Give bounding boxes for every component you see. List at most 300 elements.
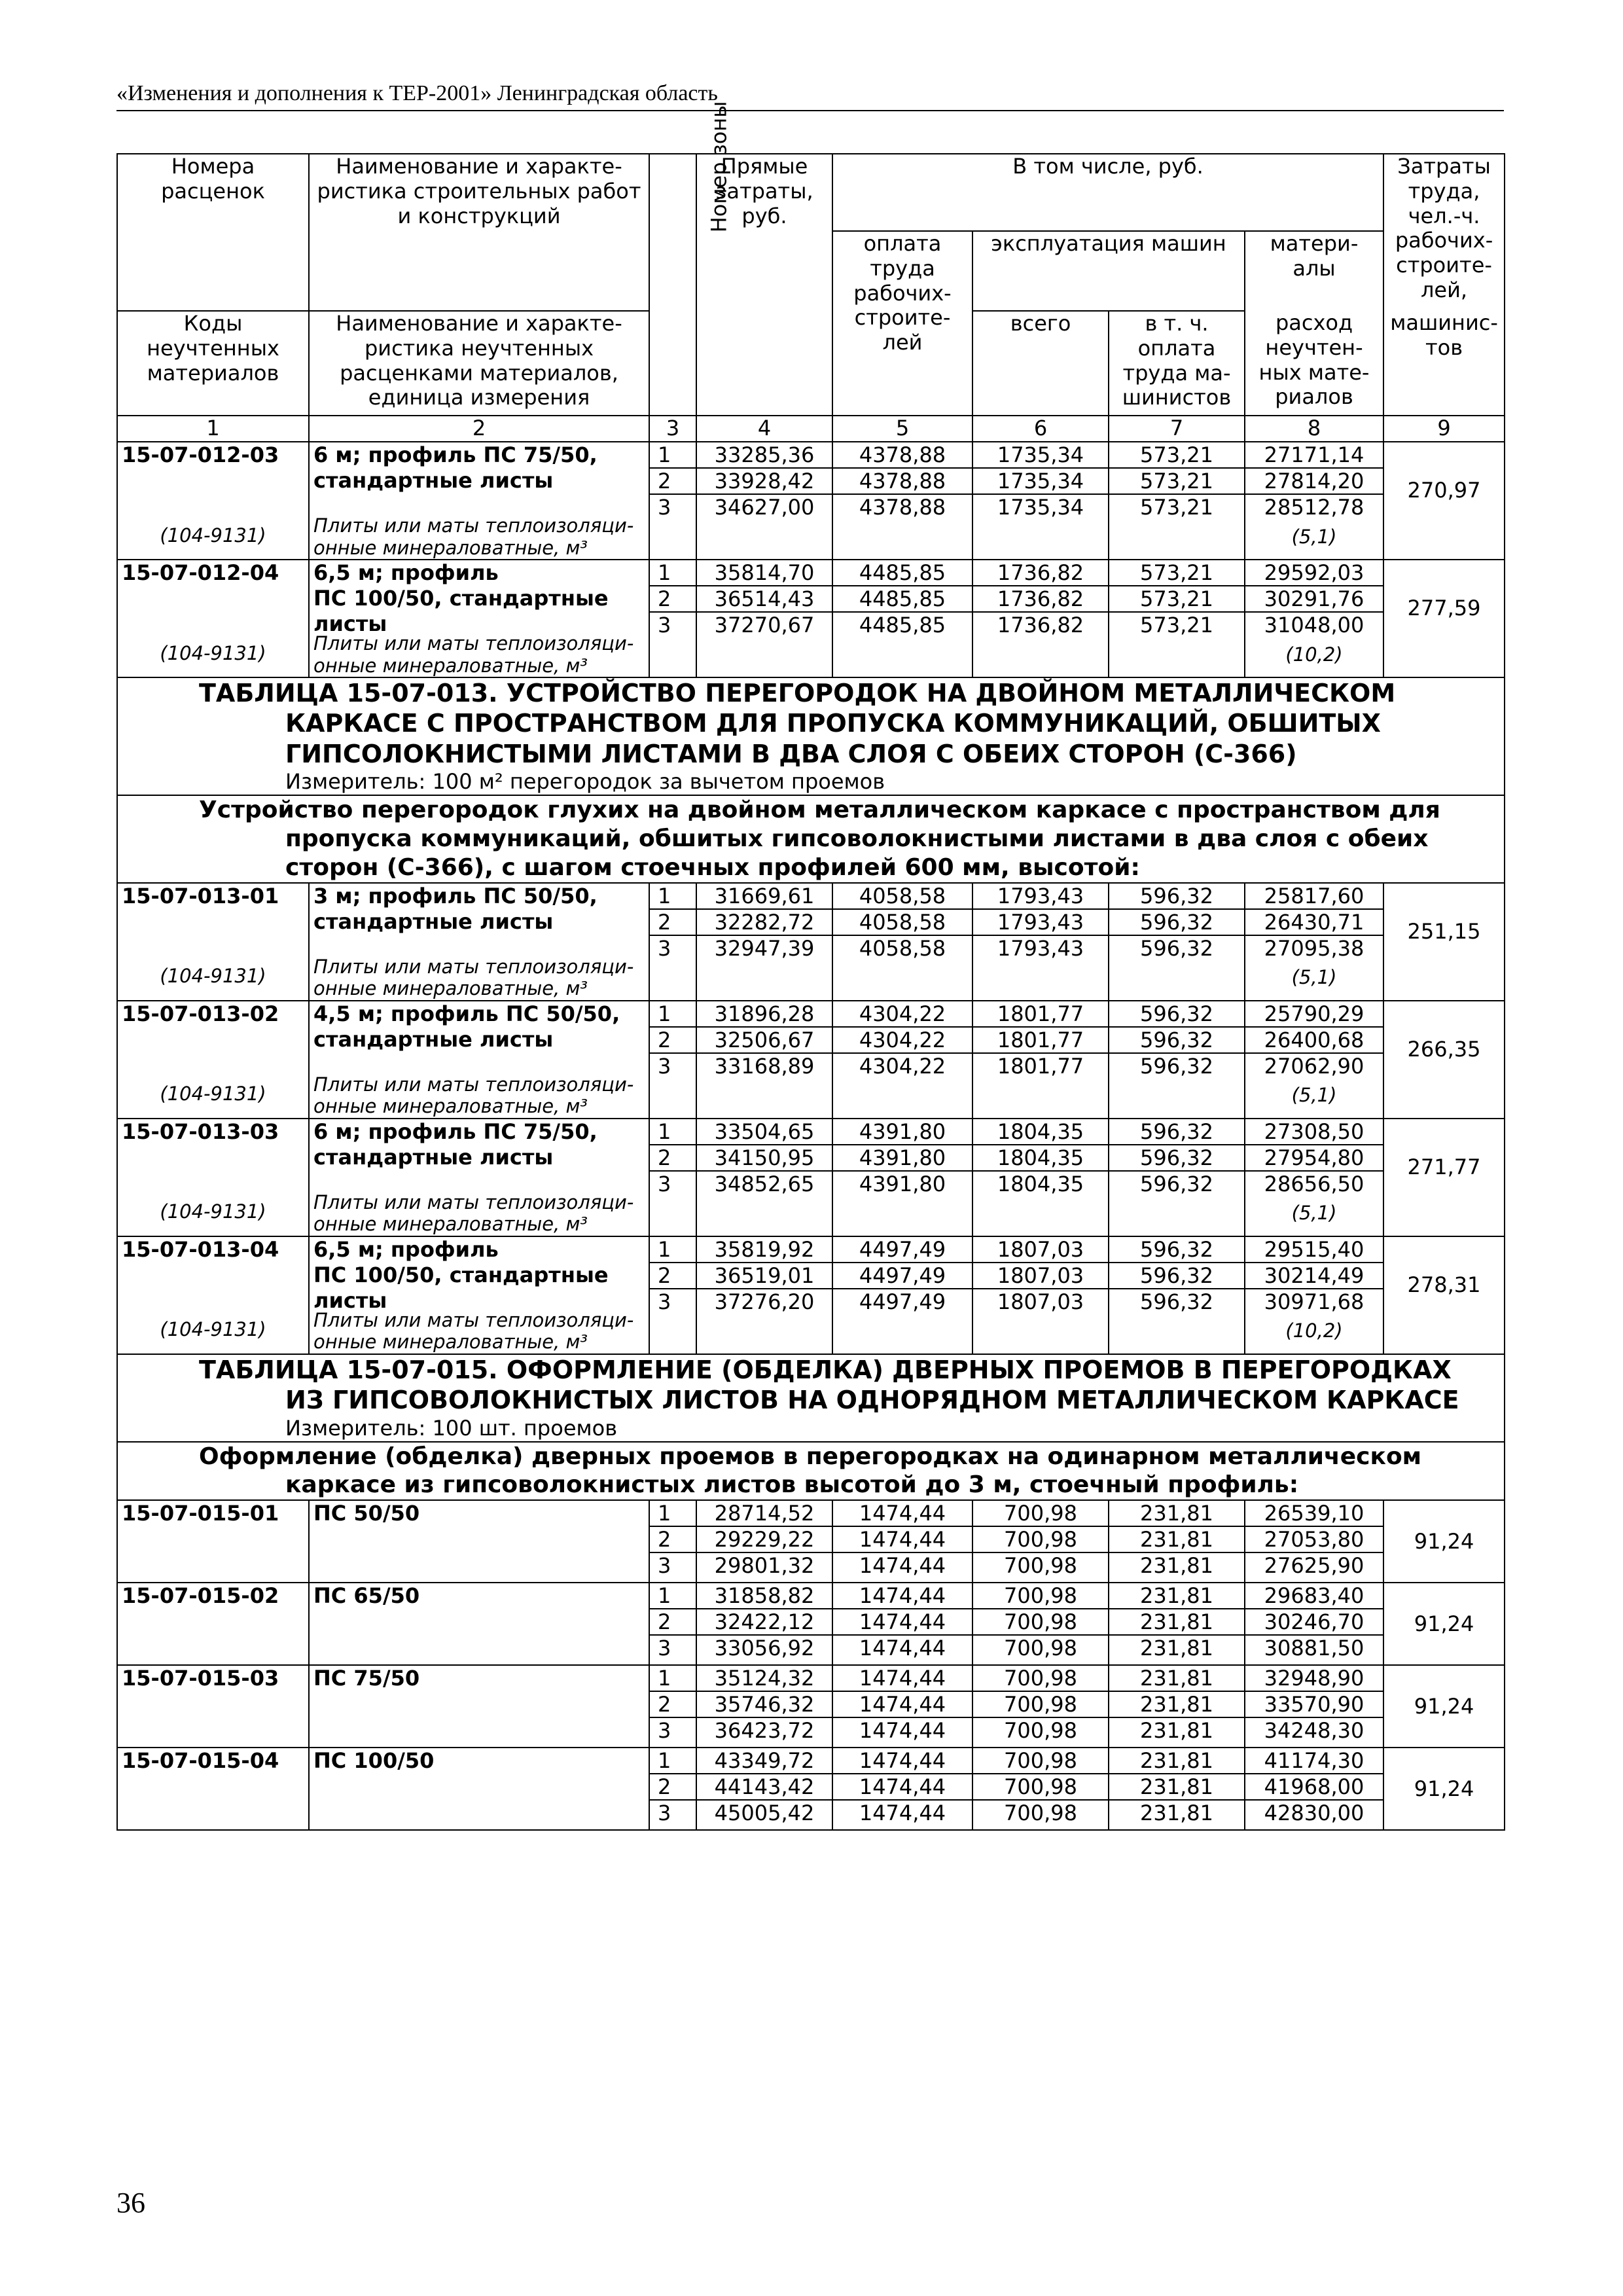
worker-pay: 4391,80	[833, 1145, 972, 1172]
zone-number: 2	[650, 1609, 696, 1636]
zone-number: 2	[650, 910, 696, 936]
materials-cost: 30246,70	[1245, 1609, 1383, 1636]
rate-code-wrap	[122, 1237, 304, 1354]
column-number: 1	[117, 416, 309, 442]
rate-code-cell	[117, 1748, 309, 1830]
material-name-line: онные минераловатные, м³	[313, 536, 588, 559]
machinist-pay: 596,32	[1109, 1001, 1244, 1028]
materials-cost: 30971,68	[1264, 1289, 1364, 1314]
direct-cost-wrap	[697, 1501, 832, 1582]
machines-total-wrap	[973, 1001, 1108, 1118]
labor-hours-cell	[1383, 1583, 1505, 1665]
direct-cost-wrap	[697, 1666, 832, 1747]
worker-pay: 4058,58	[833, 884, 972, 910]
rate-name-line: ПС 50/50	[313, 1501, 420, 1526]
direct-cost: 33168,89	[714, 1053, 815, 1079]
materials-cost: 27954,80	[1245, 1145, 1383, 1172]
worker-pay-wrap	[833, 442, 972, 559]
rate-code: 15-07-012-04	[122, 560, 279, 585]
group-title-row	[117, 795, 1505, 883]
direct-cost-wrap	[697, 442, 832, 559]
zone-number: 2	[650, 1263, 696, 1289]
column-number: 6	[972, 416, 1109, 442]
machines-total: 1736,82	[973, 586, 1108, 613]
rate-name-line: стандартные листы	[313, 908, 554, 934]
zone-number: 1	[650, 1748, 696, 1774]
rate-name-cell	[309, 1001, 649, 1119]
direct-cost-cell	[696, 1001, 832, 1119]
group-title-line: Оформление (обделка) дверных проемов в перегородках на одинарном металлическом	[199, 1443, 1422, 1470]
machinist-pay: 231,81	[1109, 1692, 1244, 1718]
machines-total-wrap	[973, 1119, 1108, 1236]
rate-name-wrap	[313, 1583, 645, 1664]
direct-cost-wrap	[697, 1001, 832, 1118]
rate-name-wrap	[313, 1666, 645, 1747]
header-materials: матери-алы	[1245, 231, 1383, 311]
machines-total: 1736,82	[973, 560, 1108, 586]
machinist-pay-wrap	[1109, 442, 1244, 559]
zone-number: 1	[650, 1119, 696, 1145]
labor-hours-cell	[1383, 560, 1505, 677]
worker-pay: 1474,44	[859, 1718, 946, 1744]
direct-cost-cell	[696, 1665, 832, 1748]
machines-total-cell	[972, 1665, 1109, 1748]
direct-cost: 34852,65	[714, 1171, 815, 1196]
material-name	[313, 515, 645, 559]
machinist-pay-wrap	[1109, 1666, 1244, 1747]
machines-total: 1793,43	[973, 910, 1108, 936]
rate-row	[117, 883, 1505, 1001]
zone-number-cell	[649, 1583, 696, 1665]
machines-total-wrap	[973, 1237, 1108, 1354]
machinist-pay: 231,81	[1109, 1527, 1244, 1553]
materials-cost: 32948,90	[1245, 1666, 1383, 1692]
group-title-text	[122, 1443, 1500, 1500]
materials-cost: 28512,78	[1264, 495, 1364, 520]
rate-code: 15-07-015-04	[122, 1748, 279, 1774]
machinist-pay-cell	[1109, 1119, 1245, 1236]
machines-total: 700,98	[973, 1609, 1108, 1636]
direct-cost-cell	[696, 883, 832, 1001]
rate-name-cell	[309, 442, 649, 560]
rate-name-wrap	[313, 1237, 645, 1354]
machines-total-cell	[972, 883, 1109, 1001]
header-rate-numbers: Номера расценок	[117, 154, 309, 311]
rate-name-cell	[309, 883, 649, 1001]
machinist-pay-cell	[1109, 1665, 1245, 1748]
rate-name-cell	[309, 560, 649, 677]
labor-hours: 91,24	[1414, 1776, 1474, 1801]
labor-hours-cell	[1383, 1119, 1505, 1236]
zone-number-cell	[649, 1748, 696, 1830]
worker-pay: 1474,44	[833, 1583, 972, 1609]
rate-row	[117, 1583, 1505, 1665]
worker-pay-cell	[832, 1236, 972, 1354]
machines-total-cell	[972, 1583, 1109, 1665]
rate-name-wrap	[313, 1001, 645, 1118]
labor-hours: 91,24	[1414, 1528, 1474, 1554]
table-title-line: ГИПСОЛОКНИСТЫМИ ЛИСТАМИ В ДВА СЛОЯ С ОБЕИХ СТОРОН (С-366)	[285, 739, 1297, 768]
machines-total: 1807,03	[973, 1237, 1108, 1263]
worker-pay: 4497,49	[859, 1289, 946, 1314]
rate-row	[117, 1500, 1505, 1583]
zone-number-wrap	[650, 442, 696, 559]
rate-name-cell	[309, 1665, 649, 1748]
direct-cost-wrap	[697, 1237, 832, 1354]
material-name-line: онные минераловатные, м³	[313, 977, 588, 1000]
machinist-pay: 596,32	[1109, 1145, 1244, 1172]
machinist-pay-wrap	[1109, 560, 1244, 677]
direct-cost: 35124,32	[697, 1666, 832, 1692]
labor-hours: 91,24	[1414, 1611, 1474, 1636]
materials-cost: 42830,00	[1264, 1801, 1364, 1826]
materials-cost: 31048,00	[1264, 613, 1364, 637]
rate-code-cell	[117, 1236, 309, 1354]
direct-cost-cell	[696, 1583, 832, 1665]
rate-code-wrap	[122, 1001, 304, 1118]
material-name-line: онные минераловатные, м³	[313, 1095, 588, 1118]
machinist-pay-cell	[1109, 1500, 1245, 1583]
materials-cost: 26539,10	[1245, 1501, 1383, 1527]
rate-code-wrap	[122, 560, 304, 677]
zone-number: 1	[650, 1237, 696, 1263]
column-numbers-row	[117, 416, 1505, 442]
material-code: (104-9131)	[160, 524, 266, 547]
column-number: 2	[309, 416, 649, 442]
group-title-line: Устройство перегородок глухих на двойном металлическом каркасе с пространством для	[199, 797, 1440, 824]
machines-total: 700,98	[1004, 1636, 1077, 1661]
machinist-pay-wrap	[1109, 1748, 1244, 1829]
materials-cost: 27062,90	[1264, 1053, 1364, 1079]
labor-hours-cell	[1383, 1236, 1505, 1354]
materials-cost-cell	[1245, 1665, 1383, 1748]
material-code: (104-9131)	[160, 1200, 266, 1223]
worker-pay: 1474,44	[833, 1666, 972, 1692]
table-measure: Измеритель: 100 м² перегородок за вычетом проемов	[285, 769, 885, 795]
rate-code-cell	[117, 1119, 309, 1236]
machinist-pay: 596,32	[1140, 1171, 1213, 1196]
machinist-pay: 231,81	[1109, 1748, 1244, 1774]
materials-cost: 41968,00	[1245, 1774, 1383, 1801]
machines-total: 700,98	[973, 1666, 1108, 1692]
header-machines-total: всего	[972, 311, 1109, 416]
rate-name-line: стандартные листы	[313, 1144, 554, 1170]
header-labor-hours: Затраты труда, чел.-ч. рабочих-строите-лей,	[1383, 154, 1505, 311]
materials-cost-cell	[1245, 1236, 1383, 1354]
direct-cost: 28714,52	[697, 1501, 832, 1527]
machinist-pay: 573,21	[1140, 495, 1213, 520]
machinist-pay: 231,81	[1109, 1583, 1244, 1609]
rate-code: 15-07-015-01	[122, 1501, 279, 1526]
materials-cost: 28656,50	[1264, 1171, 1364, 1196]
labor-hours: 251,15	[1407, 919, 1481, 944]
group-title-line: пропуска коммуникаций, обшитых гипсоволокнистыми листами в два слоя с обеих	[285, 825, 1429, 853]
direct-cost: 37270,67	[714, 613, 815, 637]
machines-total: 700,98	[1004, 1718, 1077, 1744]
machinist-pay: 231,81	[1140, 1801, 1213, 1826]
direct-cost-wrap	[697, 1119, 832, 1236]
materials-cost-cell	[1245, 1001, 1383, 1119]
worker-pay-cell	[832, 442, 972, 560]
direct-cost: 34150,95	[697, 1145, 832, 1172]
worker-pay-wrap	[833, 1237, 972, 1354]
direct-cost: 34627,00	[714, 495, 815, 520]
machines-total-wrap	[973, 560, 1108, 677]
worker-pay-cell	[832, 883, 972, 1001]
worker-pay: 1474,44	[859, 1636, 946, 1661]
direct-cost: 37276,20	[714, 1289, 815, 1314]
zone-number-cell	[649, 1119, 696, 1236]
machines-total-wrap	[973, 1666, 1108, 1747]
rate-code: 15-07-012-03	[122, 442, 279, 467]
direct-cost: 35746,32	[697, 1692, 832, 1718]
direct-cost-cell	[696, 1119, 832, 1236]
direct-cost: 32422,12	[697, 1609, 832, 1636]
machinist-pay: 596,32	[1140, 1289, 1213, 1314]
zone-number-wrap	[650, 1666, 696, 1747]
zone-number: 2	[650, 1145, 696, 1172]
rate-code-cell	[117, 442, 309, 560]
materials-cost: 27625,90	[1264, 1553, 1364, 1579]
material-name-line: Плиты или маты теплоизоляци-	[313, 956, 634, 978]
material-quantity: (5,1)	[1291, 525, 1337, 548]
group-title-row	[117, 1442, 1505, 1501]
machines-total: 1801,77	[973, 1001, 1108, 1028]
direct-cost: 36514,43	[697, 586, 832, 613]
worker-pay: 4304,22	[859, 1053, 946, 1079]
zone-number: 2	[650, 469, 696, 495]
direct-cost-wrap	[697, 1748, 832, 1829]
zone-number: 2	[650, 1692, 696, 1718]
direct-cost-cell	[696, 1748, 832, 1830]
materials-cost-cell	[1245, 442, 1383, 560]
worker-pay: 4485,85	[833, 560, 972, 586]
header-machinist-pay: в т. ч. оплата труда ма-шинистов	[1109, 311, 1245, 416]
materials-cost-wrap	[1245, 442, 1383, 559]
direct-cost-wrap	[697, 560, 832, 677]
rate-code-cell	[117, 1583, 309, 1665]
machinist-pay-cell	[1109, 1583, 1245, 1665]
material-quantity: (10,2)	[1285, 643, 1343, 666]
materials-cost-cell	[1245, 560, 1383, 677]
material-name	[313, 1192, 645, 1236]
rate-code: 15-07-013-01	[122, 883, 279, 908]
zone-number-wrap	[650, 1237, 696, 1354]
machines-total: 1735,34	[973, 442, 1108, 469]
zone-number: 1	[650, 560, 696, 586]
machinist-pay: 231,81	[1140, 1718, 1213, 1744]
material-name-line: онные минераловатные, м³	[313, 1213, 588, 1236]
machines-total: 1735,34	[973, 469, 1108, 495]
worker-pay: 4378,88	[833, 442, 972, 469]
worker-pay-cell	[832, 1119, 972, 1236]
direct-cost: 31858,82	[697, 1583, 832, 1609]
zone-number-cell	[649, 1500, 696, 1583]
worker-pay: 1474,44	[833, 1774, 972, 1801]
rate-code-wrap	[122, 1119, 304, 1236]
worker-pay: 4378,88	[859, 495, 946, 520]
rate-name-wrap	[313, 884, 645, 1000]
table-measure: Измеритель: 100 шт. проемов	[285, 1415, 618, 1441]
table-title-text	[122, 678, 1500, 795]
zone-number-wrap	[650, 1583, 696, 1664]
machinist-pay: 231,81	[1109, 1501, 1244, 1527]
rate-code: 15-07-013-03	[122, 1119, 279, 1144]
rate-name-line: стандартные листы	[313, 468, 554, 493]
materials-cost-wrap	[1245, 884, 1383, 1000]
column-number: 3	[649, 416, 696, 442]
machinist-pay: 573,21	[1109, 442, 1244, 469]
zone-number: 3	[658, 1801, 671, 1826]
machines-total: 700,98	[973, 1692, 1108, 1718]
direct-cost: 32506,67	[697, 1028, 832, 1054]
worker-pay-cell	[832, 1583, 972, 1665]
materials-cost-wrap	[1245, 1583, 1383, 1664]
worker-pay: 1474,44	[833, 1609, 972, 1636]
material-code: (104-9131)	[160, 965, 266, 988]
rate-name-wrap	[313, 560, 645, 677]
rate-name-line: 6 м; профиль ПС 75/50,	[313, 1119, 597, 1144]
worker-pay-cell	[832, 1748, 972, 1830]
column-number: 8	[1245, 416, 1383, 442]
zone-number-wrap	[650, 1501, 696, 1582]
machinist-pay: 596,32	[1140, 1053, 1213, 1079]
machines-total: 700,98	[973, 1583, 1108, 1609]
machines-total: 1804,35	[973, 1145, 1108, 1172]
table-title-line: КАРКАСЕ С ПРОСТРАНСТВОМ ДЛЯ ПРОПУСКА КОММУНИКАЦИЙ, ОБШИТЫХ	[285, 709, 1381, 738]
machinist-pay-cell	[1109, 1001, 1245, 1119]
direct-cost: 36423,72	[714, 1718, 815, 1744]
zone-number: 1	[650, 1001, 696, 1028]
materials-cost: 27053,80	[1245, 1527, 1383, 1553]
materials-cost-wrap	[1245, 1119, 1383, 1236]
material-name-line: онные минераловатные, м³	[313, 1331, 588, 1354]
rate-code-wrap	[122, 1666, 304, 1747]
zone-number: 3	[658, 613, 671, 637]
zone-number-wrap	[650, 884, 696, 1000]
machines-total: 700,98	[973, 1748, 1108, 1774]
worker-pay: 4485,85	[833, 586, 972, 613]
zone-number-cell	[649, 442, 696, 560]
machinist-pay-wrap	[1109, 1001, 1244, 1118]
zone-number: 3	[658, 1636, 671, 1661]
machinist-pay: 573,21	[1109, 560, 1244, 586]
machinist-pay: 231,81	[1109, 1666, 1244, 1692]
material-name	[313, 956, 645, 1000]
material-quantity: (5,1)	[1291, 1084, 1337, 1107]
worker-pay: 4378,88	[833, 469, 972, 495]
materials-cost: 29683,40	[1245, 1583, 1383, 1609]
group-title-line: каркасе из гипсоволокнистых листов высотой до 3 м, стоечный профиль:	[285, 1471, 1299, 1499]
direct-cost: 36519,01	[697, 1263, 832, 1289]
materials-cost: 26430,71	[1245, 910, 1383, 936]
worker-pay-cell	[832, 1001, 972, 1119]
material-name	[313, 1074, 645, 1118]
labor-hours: 278,31	[1407, 1272, 1481, 1298]
zone-number-cell	[649, 883, 696, 1001]
direct-cost: 43349,72	[697, 1748, 832, 1774]
rate-code-cell	[117, 1665, 309, 1748]
zone-number: 3	[658, 1718, 671, 1744]
machines-total-cell	[972, 1119, 1109, 1236]
zone-number: 1	[650, 884, 696, 910]
direct-cost: 32282,72	[697, 910, 832, 936]
rate-code: 15-07-015-02	[122, 1583, 279, 1609]
machinist-pay: 231,81	[1109, 1609, 1244, 1636]
rate-code: 15-07-015-03	[122, 1666, 279, 1691]
zone-number-cell	[649, 560, 696, 677]
header-direct-costs: Прямые затраты, руб.	[696, 154, 832, 416]
machinist-pay-wrap	[1109, 1583, 1244, 1664]
zone-number: 3	[658, 1553, 671, 1579]
machines-total: 1736,82	[997, 613, 1084, 637]
materials-cost: 27171,14	[1245, 442, 1383, 469]
machines-total-cell	[972, 1748, 1109, 1830]
rate-row	[117, 1001, 1505, 1119]
material-name-line: Плиты или маты теплоизоляци-	[313, 1309, 634, 1332]
zone-number: 3	[658, 1289, 671, 1314]
material-code: (104-9131)	[160, 641, 266, 664]
table-title-line: ТАБЛИЦА 15-07-015. ОФОРМЛЕНИЕ (ОБДЕЛКА) ДВЕРНЫХ ПРОЕМОВ В ПЕРЕГОРОДКАХ	[199, 1355, 1452, 1384]
zone-number: 2	[650, 1527, 696, 1553]
group-title	[117, 795, 1505, 883]
header-zone-number	[649, 101, 732, 416]
rate-code-wrap	[122, 1501, 304, 1582]
rate-code-cell	[117, 1001, 309, 1119]
zone-number-wrap	[650, 1748, 696, 1829]
zone-number: 2	[650, 1028, 696, 1054]
zone-number: 3	[658, 495, 671, 520]
worker-pay: 4304,22	[833, 1001, 972, 1028]
header-material-names: Наименование и характе-ристика неучтенных расценками материалов, единица измерения	[309, 311, 649, 416]
table-title-row	[117, 677, 1505, 795]
material-code: (104-9131)	[160, 1318, 266, 1341]
group-title	[117, 1442, 1505, 1501]
worker-pay: 1474,44	[859, 1553, 946, 1579]
machinist-pay-wrap	[1109, 1237, 1244, 1354]
rate-code-wrap	[122, 1748, 304, 1829]
machinist-pay: 596,32	[1109, 1028, 1244, 1054]
materials-cost-wrap	[1245, 1666, 1383, 1747]
worker-pay-wrap	[833, 884, 972, 1000]
rate-code-cell	[117, 560, 309, 677]
machines-total: 1804,35	[973, 1119, 1108, 1145]
materials-cost-cell	[1245, 883, 1383, 1001]
materials-cost-cell	[1245, 1500, 1383, 1583]
zone-number: 2	[650, 586, 696, 613]
materials-cost: 30214,49	[1245, 1263, 1383, 1289]
machines-total-cell	[972, 1001, 1109, 1119]
materials-cost-wrap	[1245, 1001, 1383, 1118]
group-title-line: сторон (С-366), с шагом стоечных профилей 600 мм, высотой:	[285, 853, 1140, 881]
direct-cost-cell	[696, 560, 832, 677]
labor-hours: 266,35	[1407, 1037, 1481, 1062]
header-work-name: Наименование и характе-ристика строительных работ и конструкций	[309, 154, 649, 311]
worker-pay: 4497,49	[833, 1263, 972, 1289]
machinist-pay: 596,32	[1109, 1119, 1244, 1145]
table-title-line: ТАБЛИЦА 15-07-013. УСТРОЙСТВО ПЕРЕГОРОДОК НА ДВОЙНОМ МЕТАЛЛИЧЕСКОМ	[199, 679, 1396, 708]
worker-pay-wrap	[833, 1119, 972, 1236]
labor-hours-cell	[1383, 1001, 1505, 1119]
table-title-text	[122, 1355, 1500, 1441]
worker-pay-cell	[832, 560, 972, 677]
rate-name-cell	[309, 1119, 649, 1236]
material-code: (104-9131)	[160, 1083, 266, 1105]
worker-pay-cell	[832, 1665, 972, 1748]
machines-total: 1793,43	[973, 884, 1108, 910]
header-in-total: В том числе, руб.	[832, 154, 1383, 231]
header-material-codes: Коды неучтенных материалов	[117, 311, 309, 416]
